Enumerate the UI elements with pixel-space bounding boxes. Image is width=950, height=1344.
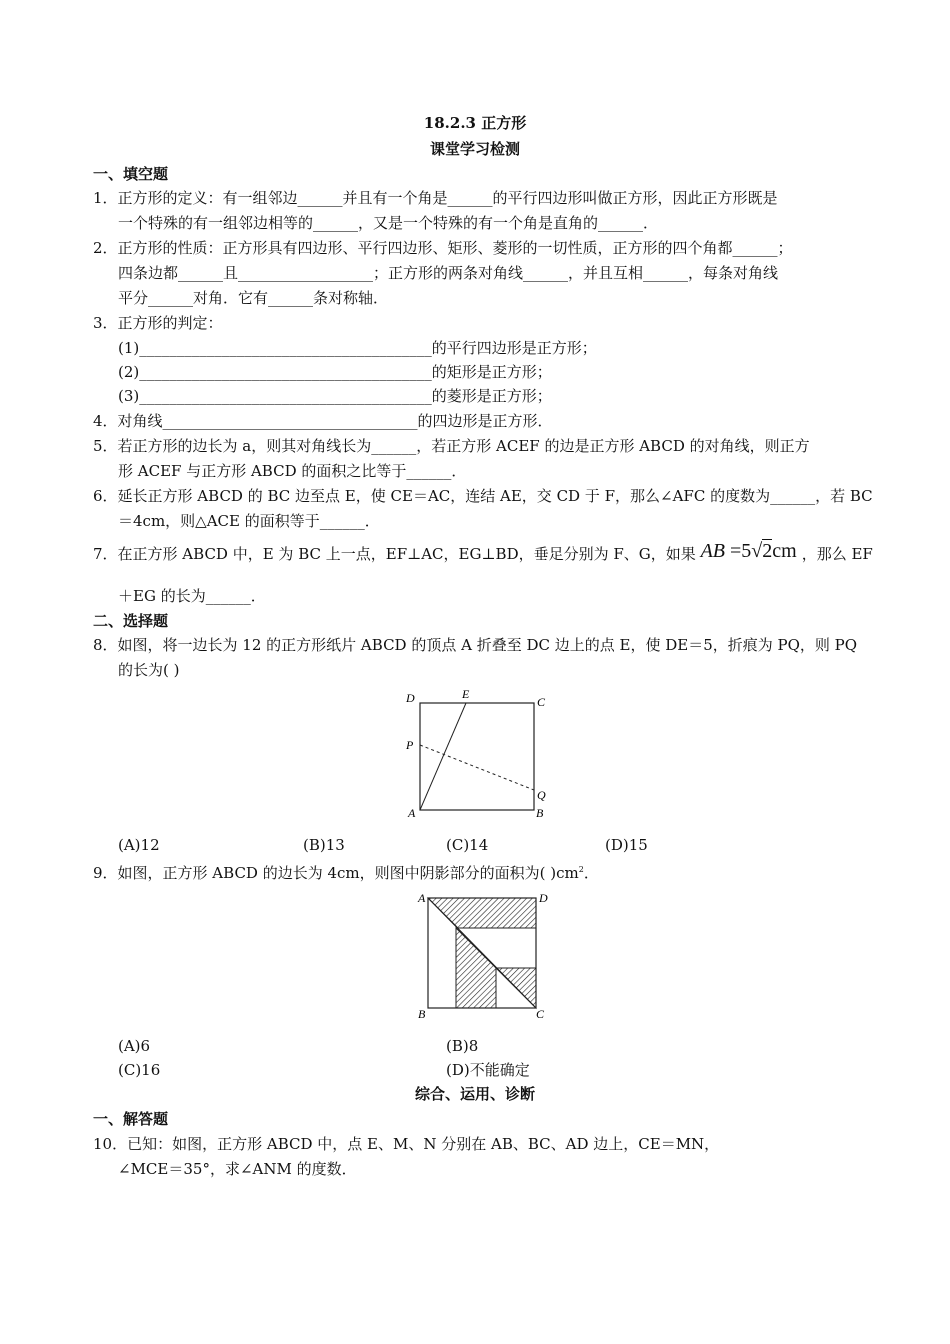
q10-line2: ∠MCE＝35°，求∠ANM 的度数． xyxy=(118,1160,357,1178)
q1-line1: 1．正方形的定义：有一组邻边______并且有一个角是______的平行四边形叫做正方形，因此正方形既是 xyxy=(93,189,778,207)
q8-line1: 8．如图，将一边长为 12 的正方形纸片 ABCD 的顶点 A 折叠至 DC 边上的点 E，使 DE＝5，折痕为 PQ，则 PQ xyxy=(93,636,858,654)
q9-option-a[interactable]: (A)6 xyxy=(118,1037,151,1055)
q7-formula-unit: cm xyxy=(772,540,797,562)
q5-line1: 5．若正方形的边长为 a，则其对角线长为______，若正方形 ACEF 的边是正方形 ABCD 的对角线，则正方 xyxy=(93,437,810,455)
q8-label-E: E xyxy=(462,687,470,701)
q8-label-C: C xyxy=(537,695,546,709)
q8-fold-line-PQ xyxy=(420,745,534,790)
q8-figure xyxy=(400,686,560,822)
q2-line2: 四条边都______且__________________；正方形的两条对角线______，并且互相______，每条对角线 xyxy=(118,264,779,282)
section-title-comprehensive: 综合、运用、诊断 xyxy=(414,1085,535,1103)
q9-text-end: ． xyxy=(583,864,599,882)
q7-text-end: ，那么 EF xyxy=(801,545,873,563)
q10-line1: 10．已知：如图，正方形 ABCD 中，点 E、M、N 分别在 AB、BC、AD 边上，CE＝MN， xyxy=(93,1135,720,1153)
q7-formula-eq: =5 xyxy=(725,540,752,562)
q5-line2: 形 ACEF 与正方形 ABCD 的面积之比等于______． xyxy=(118,462,467,480)
q9-label-B: B xyxy=(418,1007,426,1021)
q6-line1: 6．延长正方形 ABCD 的 BC 边至点 E，使 CE＝AC，连结 AE，交 CD 于 F，那么∠AFC 的度数为______，若 BC xyxy=(93,487,873,505)
sqrt-symbol: √ xyxy=(751,540,763,562)
q8-option-c[interactable]: (C)14 xyxy=(446,836,489,854)
q8-label-D: D xyxy=(406,691,415,705)
q7-formula-radicand: 2 xyxy=(762,540,773,562)
q7-line1 xyxy=(93,540,873,564)
q2-line3: 平分______对角．它有______条对称轴． xyxy=(118,289,389,307)
q8-option-b[interactable]: (B)13 xyxy=(303,836,345,854)
q3-item3: (3)_______________________________________的菱形是正方形； xyxy=(118,387,552,405)
q6-line2: ＝4cm，则△ACE 的面积等于______． xyxy=(118,512,380,530)
q3-stem: 3．正方形的判定： xyxy=(93,314,223,332)
q8-label-B: B xyxy=(536,806,544,820)
q9-option-d[interactable]: (D)不能确定 xyxy=(446,1061,530,1079)
q8-square xyxy=(420,703,534,810)
q7-formula-lhs: AB xyxy=(700,540,725,562)
q4-line1: 4．对角线__________________________________的四边形是正方形． xyxy=(93,412,553,430)
q8-label-A: A xyxy=(408,806,416,820)
q9-shaded-left xyxy=(456,928,496,1008)
q3-item2: (2)_______________________________________的矩形是正方形； xyxy=(118,363,552,381)
section-heading-choice: 二、选择题 xyxy=(93,612,169,630)
q9-label-D: D xyxy=(539,891,548,905)
q8-option-d[interactable]: (D)15 xyxy=(605,836,648,854)
q9-label-A: A xyxy=(418,891,426,905)
section-heading-fill-blank: 一、填空题 xyxy=(93,165,169,183)
q8-label-Q: Q xyxy=(537,788,546,802)
q2-line1: 2．正方形的性质：正方形具有四边形、平行四边形、矩形、菱形的一切性质，正方形的四个角都______； xyxy=(93,239,793,257)
q8-line2: 的长为( ) xyxy=(118,661,180,679)
q9-option-b[interactable]: (B)8 xyxy=(446,1037,479,1055)
q8-segment-AE xyxy=(420,703,466,810)
page-subtitle: 课堂学习检测 xyxy=(429,140,520,158)
q9-shaded-top xyxy=(428,898,536,928)
q9-line1 xyxy=(93,860,599,883)
q8-label-P: P xyxy=(406,738,414,752)
q9-option-c[interactable]: (C)16 xyxy=(118,1061,161,1079)
q9-figure xyxy=(412,888,557,1022)
q7-line2: ＋EG 的长为______． xyxy=(118,587,266,605)
q7-formula xyxy=(701,540,802,562)
q1-line2: 一个特殊的有一组邻边相等的______，又是一个特殊的有一个角是直角的______． xyxy=(118,214,659,232)
page-title: 18.2.3 正方形 xyxy=(423,114,527,132)
section-heading-answer: 一、解答题 xyxy=(93,1110,169,1128)
q3-item1: (1)_______________________________________的平行四边形是正方形； xyxy=(118,339,597,357)
q9-label-C: C xyxy=(536,1007,545,1021)
q7-text: 7．在正方形 ABCD 中，E 为 BC 上一点，EF⊥AC，EG⊥BD，垂足分别为 F、G，如果 xyxy=(93,545,696,563)
q9-superscript: 2 xyxy=(578,865,584,874)
q8-option-a[interactable]: (A)12 xyxy=(118,836,160,854)
q9-text: 9．如图，正方形 ABCD 的边长为 4cm，则图中阴影部分的面积为( )cm xyxy=(93,864,579,882)
